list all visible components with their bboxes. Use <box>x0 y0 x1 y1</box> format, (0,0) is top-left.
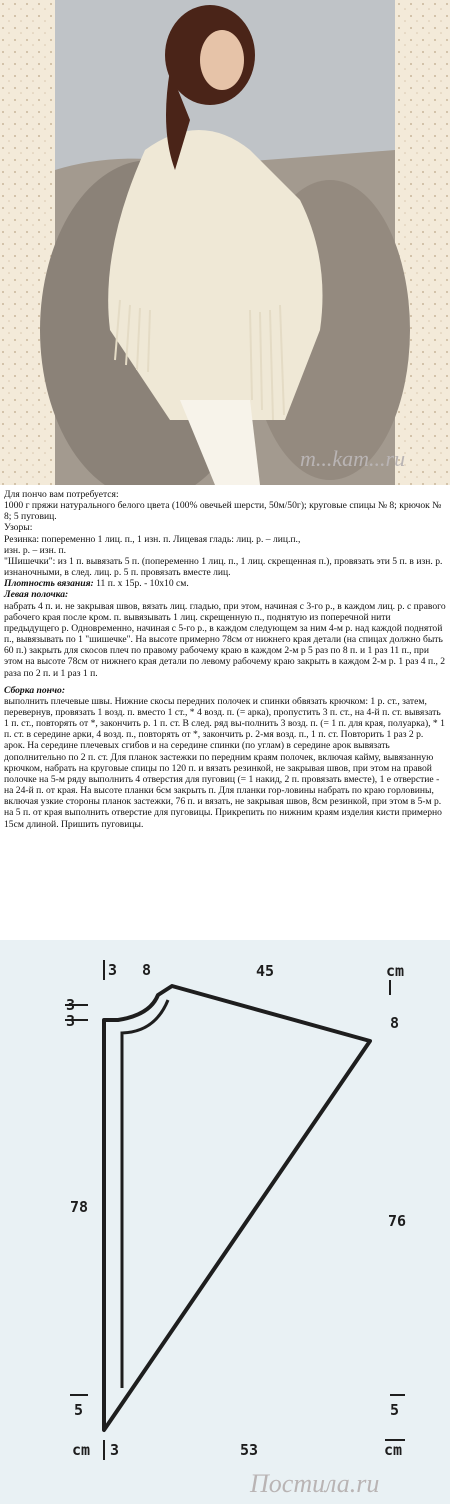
dim-bottom-right-5: 5 <box>390 1401 400 1419</box>
photo-illustration <box>0 0 450 485</box>
dim-height-78: 78 <box>70 1198 89 1216</box>
piece-outline <box>104 986 370 1430</box>
pattern-description <box>4 489 446 830</box>
dim-left-3b: 3 <box>66 1012 76 1030</box>
left-front-instructions: набрать 4 п. и. не закрывая швов, вязать лиц. гладью, при этом, начиная с 3-го р., в каждом лиц. р. с правого рабочего края после кром. п. вывязывать 1 лиц. скрещенную п., поднятую из поперечной нити предыдущего р. Одновременно, начиная с 5-го р., в каждом следующем за ним 4-м р. над каждой поднятой п., вывязывать по 1 "шишечке". На высоте примерно 78см от нижнего края детали (на спицах должно быть 60 п.) закрыть для скосов плеч по правому рабочему краю в каждом 2-м р 5 раз по 8 п. и 1 раз 11 п., при этом на высоте 78см от нижнего края детали по левому рабочему краю закрыть в каждом 2-м р. 1 раз 4 п., 2 раза по 2 п. и 1 раз 1 п. <box>4 600 446 679</box>
unit-top-cm: cm <box>386 962 405 980</box>
dim-top-3: 3 <box>108 961 118 979</box>
model-photo <box>0 0 450 485</box>
schematic-svg <box>0 940 450 1504</box>
face <box>200 30 244 90</box>
left-front-heading: Левая полочка: <box>4 589 69 601</box>
schematic-watermark: Постила.ru <box>250 1469 380 1498</box>
pattern-schematic <box>0 940 450 1504</box>
dim-bottom-left-5: 5 <box>74 1401 84 1419</box>
photo-watermark: m...kam...ru <box>300 446 406 471</box>
dim-right-8: 8 <box>390 1014 400 1032</box>
stitches-heading: Узоры: <box>4 522 33 534</box>
rib-stitch: Резинка: попеременно 1 лиц. п., 1 изн. п. Лицевая гладь: лиц. р. – лиц.п., <box>4 533 301 545</box>
dim-bottom-53: 53 <box>240 1441 259 1459</box>
right-border-strip <box>395 0 450 485</box>
stockinette-stitch: изн. р. – изн. п. <box>4 544 67 556</box>
left-border-strip <box>0 0 55 485</box>
materials-list: 1000 г пряжи натурального белого цвета (100% овечьей шерсти, 50м/50г); круговые спицы № 8; крючок № 8; 5 пуговиц. <box>4 500 442 523</box>
assembly-instructions: выполнить плечевые швы. Нижние скосы передних полочек и спинки обвязать крючком: 1 р. ст., затем, перевернув, провязать 1 возд. п. вместо 1 ст., * 4 возд. п. (= арка), пропустить 3 п. ст., на 4-й п. ст. вывязать 1 п. ст., повторять от *, закончить р. 1 п. ст. В след. ряд вы-полнить 3 возд. п. (= 1 п. для края, полуарка), * 1 п. ст. в середине арки, 4 возд. п., повторять от *, закончить р. 2-мя возд. п., 1 п. ст. Повторить 1 раз 2 р. арок. На середине плечевых сгибов и на середине спинки (по углам) в середине арок вывязать дополнительно по 2 п. ст. Для планок застежки по передним краям полочек, включая кайму, вывязанную крючком, набрать на круговые спицы по 120 п. и вязать резинкой, не закрывая швов, при этом на правой полочке на 5-м ряду выполнить 4 отверстия для пуговиц (= 1 накид, 2 п. провязать вместе), 1 е отверстие - на 24-й п. от края. На высоте планки 6см закрыть п. Для планки гор-ловины набрать по краю горловины, включая узкие стороны планок застежки, 76 п. и вязать, не закрывая швов, 8см резинкой, при этом в 5-м р. на 5 п. от края выполнить отверстие для пуговицы. Прикрепить по нижним краям изделия кисти примерно 15см длиной. Пришить пуговицы. <box>4 695 445 830</box>
unit-bottom-right-cm: cm <box>384 1441 403 1459</box>
unit-bottom-left-cm: cm <box>72 1441 91 1459</box>
dim-bottom-3: 3 <box>110 1441 120 1459</box>
dim-neck-8: 8 <box>142 961 152 979</box>
inner-edge <box>122 1000 168 1388</box>
dim-left-3a: 3 <box>66 996 76 1014</box>
gauge-value: 11 п. х 15р. - 10х10 см. <box>93 578 189 590</box>
gauge-label: Плотность вязания: <box>4 578 94 590</box>
assembly-heading: Сборка пончо: <box>4 684 66 696</box>
materials-heading: Для пончо вам потребуется: <box>4 489 119 500</box>
dim-height-76: 76 <box>388 1212 407 1230</box>
gauge-line <box>4 578 446 589</box>
bobble-stitch: "Шишечки": из 1 п. вывязать 5 п. (попеременно 1 лиц. п., 1 лиц. скрещенная п.), провязать эти 5 п. в изн. р. изнаночными, в след. лиц. р. 5 п. провязать вместе лиц. <box>4 555 443 579</box>
dim-width-45: 45 <box>256 962 275 980</box>
